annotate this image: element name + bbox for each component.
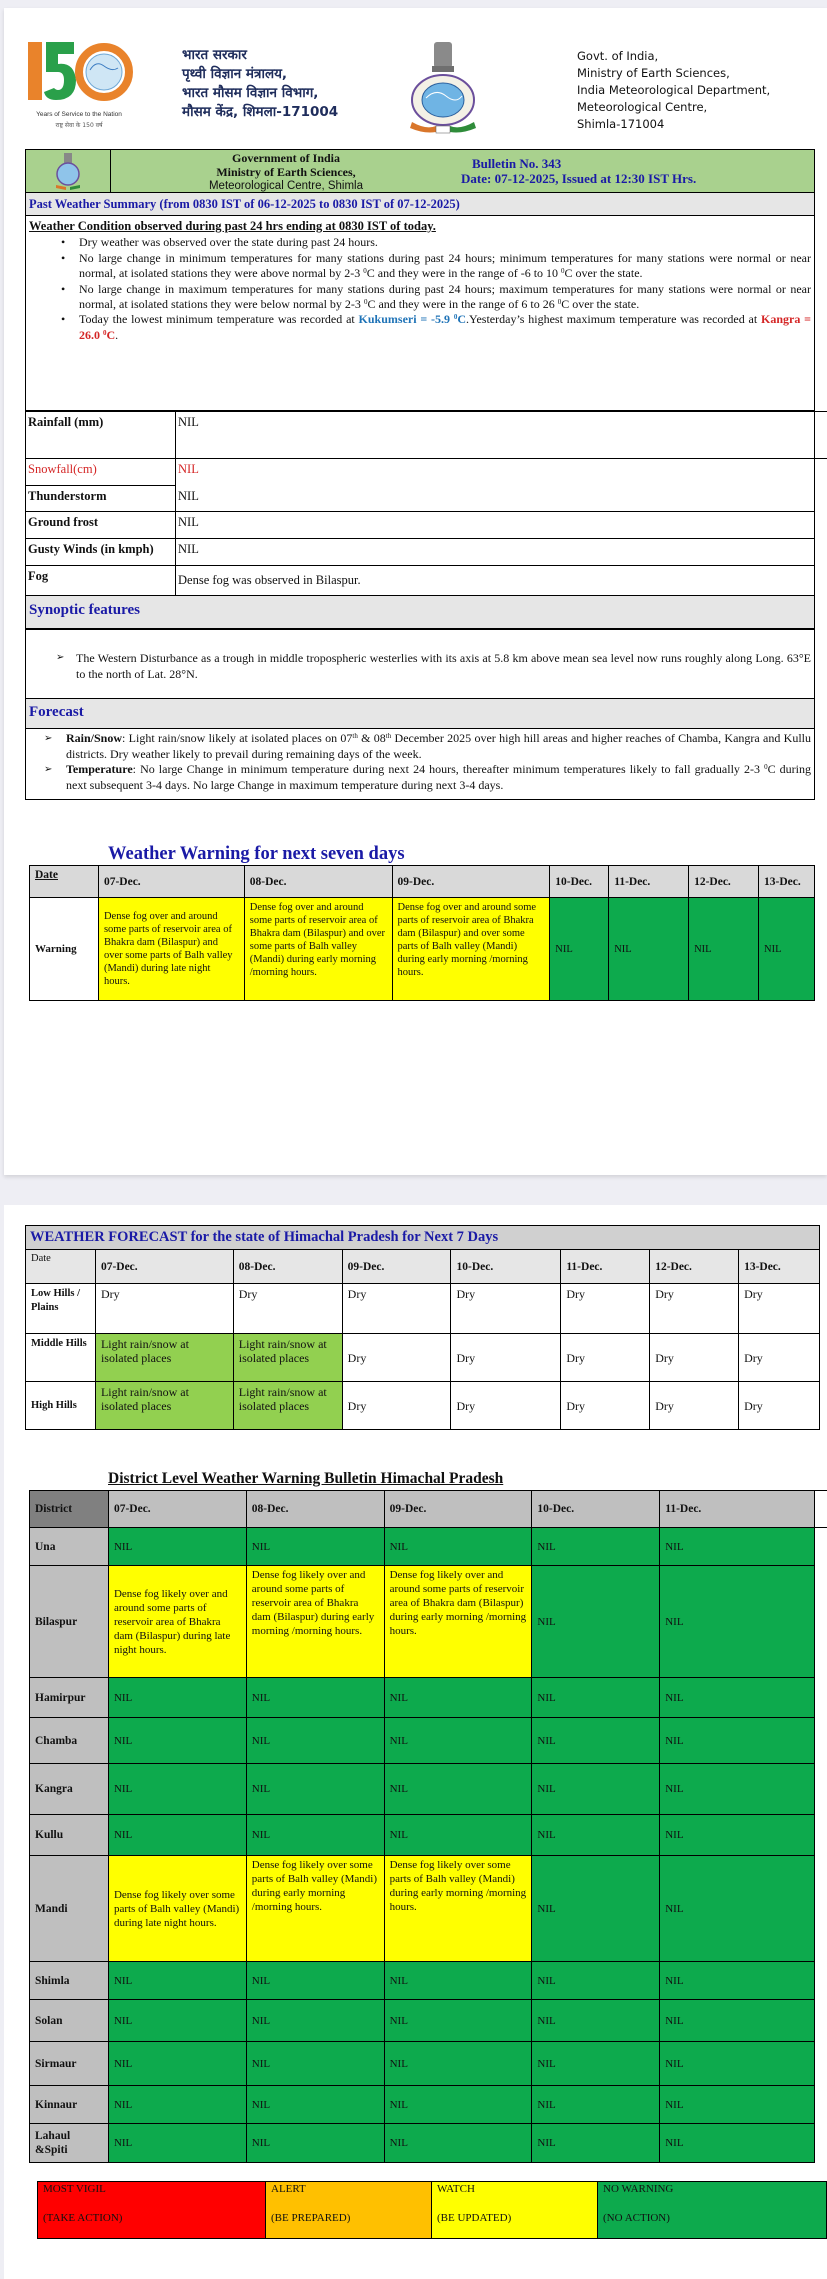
- obs-label: Rainfall (mm): [26, 412, 176, 459]
- condition-text: C and they were in the range of 6 to 26: [367, 297, 558, 312]
- district-warning-cell-none: NIL: [660, 1718, 815, 1764]
- district-warning-cell-none: NIL: [532, 2042, 660, 2086]
- forecast-cell: Dry: [233, 1284, 342, 1334]
- district-warning-cell-none: NIL: [384, 1678, 532, 1718]
- bulletin-number: Bulletin No. 343: [472, 156, 562, 171]
- district-header: District: [30, 1491, 109, 1528]
- date-column-header: 13-Dec.: [759, 866, 815, 898]
- letterhead: [4, 8, 827, 138]
- condition-item: [29, 251, 811, 282]
- date-column-header: 10-Dec.: [451, 1250, 561, 1284]
- district-warning-cell-none: NIL: [384, 2086, 532, 2124]
- degree-mark: 0: [764, 763, 768, 771]
- obs-value: NIL: [176, 459, 815, 486]
- date-header: Date: [26, 1250, 96, 1284]
- legend-label: NO WARNING: [603, 2183, 674, 2195]
- date-column-header: 08-Dec.: [244, 866, 392, 898]
- district-warning-cell-none: NIL: [660, 1528, 815, 1566]
- district-warning-cell-none: NIL: [108, 1815, 246, 1856]
- district-warning-cell-none: NIL: [108, 2000, 246, 2042]
- obs-row-gusty-winds: [26, 539, 815, 566]
- bulletin-page-1: [4, 8, 827, 1175]
- district-row: [30, 2124, 815, 2163]
- lowest-min-station: Kukumseri = -5.9: [358, 312, 454, 327]
- district-row: [30, 1528, 815, 1566]
- district-warning-cell-none: NIL: [532, 1962, 660, 2000]
- english-line-5: Shimla-171004: [577, 117, 665, 131]
- banner-emblem-cell: [26, 150, 111, 192]
- district-row: [30, 2042, 815, 2086]
- district-warning-cell-none: NIL: [660, 1815, 815, 1856]
- district-warning-cell-none: NIL: [384, 2124, 532, 2163]
- condition-text: No large change in maximum temperatures for many stations during past 24 hours; maximum temperatures for many stations were normal or near normal, at isolated stations they were below normal by 2-3: [79, 281, 811, 312]
- banner-gov-line-3: Meteorological Centre, Shimla: [208, 180, 364, 192]
- district-warning-cell-none: NIL: [384, 1528, 532, 1566]
- district-warning-cell-none: NIL: [532, 1764, 660, 1815]
- district-warning-table: [29, 1490, 815, 2163]
- date-column-header: 08-Dec.: [233, 1250, 342, 1284]
- english-address: [577, 48, 770, 133]
- district-row: [30, 2000, 815, 2042]
- date-column-header: 13-Dec.: [739, 1250, 820, 1284]
- forecast-cell-rain: Light rain/snow at isolated places: [95, 1382, 233, 1430]
- forecast-label: Temperature: [66, 762, 133, 776]
- rule-line: [815, 411, 827, 412]
- district-row: [30, 1962, 815, 2000]
- degree-mark: 0: [103, 328, 107, 337]
- condition-text: Today the lowest minimum temperature was recorded at: [79, 312, 359, 327]
- district-warning-cell-watch: Dense fog likely over and around some parts of reservoir area of Bhakra dam (Bilaspur) during early morning /morning hours.: [246, 1566, 384, 1678]
- district-warning-cell-none: NIL: [660, 1566, 815, 1678]
- lowest-min-temp: [359, 312, 466, 326]
- forecast-cell: Dry: [650, 1382, 739, 1430]
- district-name: Solan: [30, 2000, 109, 2042]
- district-warning-cell-watch: Dense fog likely over some parts of Balh valley (Mandi) during late night hours.: [108, 1856, 246, 1962]
- district-row: [30, 1718, 815, 1764]
- district-warning-cell-watch: Dense fog likely over some parts of Balh valley (Mandi) during early morning /morning hours.: [246, 1856, 384, 1962]
- district-row: [30, 1764, 815, 1815]
- legend-alert: [266, 2182, 432, 2238]
- synoptic-section: [25, 629, 815, 699]
- warning-header-row: [30, 866, 815, 898]
- forecast-cell-rain: Light rain/snow at isolated places: [233, 1334, 342, 1382]
- obs-row-thunderstorm: [26, 486, 815, 512]
- warning-cell-watch: Dense fog over and around some parts of reservoir area of Bhakra dam (Bilaspur) and over some parts of Balh valley (Mandi) during late night hours.: [98, 898, 244, 1001]
- forecast-cell: Dry: [342, 1382, 451, 1430]
- region-label: Low Hills / Plains: [26, 1284, 96, 1334]
- forecast-cell: Dry: [342, 1284, 451, 1334]
- district-warning-cell-none: NIL: [532, 1678, 660, 1718]
- forecast-rain-snow: [26, 731, 811, 762]
- district-warning-cell-none: NIL: [384, 1718, 532, 1764]
- date-column-header: 07-Dec.: [98, 866, 244, 898]
- forecast-cell: Dry: [561, 1334, 650, 1382]
- hindi-line-2: पृथ्वी विज्ञान मंत्रालय,: [182, 66, 288, 82]
- synoptic-item: ➢ The Western Disturbance as a trough in middle tropospheric westerlies with its axis at 5.8 km above mean sea level now runs roughly along Long. 63°E to the north of Lat. 28°N.: [26, 650, 811, 682]
- forecast-cell: Dry: [451, 1334, 561, 1382]
- obs-row-ground-frost: [26, 512, 815, 539]
- district-warning-cell-none: NIL: [532, 2000, 660, 2042]
- obs-label: Fog: [26, 566, 176, 596]
- warning-cell-none: NIL: [609, 898, 689, 1001]
- obs-value: NIL: [176, 486, 815, 512]
- obs-value: Dense fog was observed in Bilaspur.: [176, 566, 815, 596]
- district-name: Shimla: [30, 1962, 109, 2000]
- district-warning-cell-none: NIL: [384, 1815, 532, 1856]
- banner-gov-line-1: Government of India: [232, 151, 340, 165]
- forecast-cell: Dry: [650, 1334, 739, 1382]
- banner-government: [111, 150, 461, 192]
- legend-action: (NO ACTION): [603, 2212, 670, 2224]
- legend-action: (TAKE ACTION): [43, 2212, 123, 2224]
- weather-condition-list: [29, 235, 811, 343]
- forecast-cell: Dry: [739, 1334, 820, 1382]
- district-warning-cell-watch: Dense fog likely over and around some parts of reservoir area of Bhakra dam (Bilaspur) during early morning /morning hours.: [384, 1566, 532, 1678]
- forecast-temperature: [26, 762, 811, 793]
- bulletin-date: Date: 07-12-2025, Issued at 12:30 IST Hrs.: [461, 171, 697, 186]
- logo-tagline: Years of Service to the Nation: [36, 111, 122, 118]
- hindi-line-1: भारत सरकार: [182, 47, 247, 63]
- district-warning-cell-none: NIL: [660, 1764, 815, 1815]
- district-warning-cell-none: NIL: [532, 2124, 660, 2163]
- ordinal-suffix: th: [385, 732, 392, 740]
- district-rows: [30, 1528, 815, 2163]
- district-warning-cell-none: NIL: [246, 1764, 384, 1815]
- district-warning-cell-none: NIL: [532, 1856, 660, 1962]
- district-warning-cell-none: NIL: [108, 1962, 246, 2000]
- district-warning-cell-none: NIL: [108, 1528, 246, 1566]
- district-name: Kullu: [30, 1815, 109, 1856]
- legend-action: (BE PREPARED): [271, 2212, 351, 2224]
- district-row: [30, 2086, 815, 2124]
- logo-tagline-hindi: राष्ट्र सेवा के 150 वर्ष: [55, 122, 103, 129]
- ordinal-suffix: th: [352, 732, 358, 740]
- date-column-header: 07-Dec.: [108, 1491, 246, 1528]
- state-forecast-title: WEATHER FORECAST for the state of Himachal Pradesh for Next 7 Days: [25, 1225, 820, 1249]
- district-warning-cell-none: NIL: [384, 2000, 532, 2042]
- date-column-header: 09-Dec.: [392, 866, 550, 898]
- degree-mark: 0: [363, 298, 368, 307]
- obs-label: Snowfall(cm): [26, 459, 176, 486]
- district-warning-cell-none: NIL: [532, 2086, 660, 2124]
- synoptic-heading: Synoptic features: [25, 595, 815, 629]
- condition-text: C and they were in the range of -6 to 10: [366, 266, 562, 281]
- condition-item: [29, 312, 811, 343]
- forecast-cell: Dry: [561, 1284, 650, 1334]
- district-warning-cell-watch: Dense fog likely over some parts of Balh valley (Mandi) during early morning /morning hours.: [384, 1856, 532, 1962]
- condition-text: C over the state.: [564, 266, 643, 281]
- warning-row: [30, 898, 815, 1001]
- district-warning-cell-none: NIL: [660, 2000, 815, 2042]
- highest-max-station: Kangra = 26.0: [79, 312, 812, 342]
- date-column-header: 11-Dec.: [660, 1491, 815, 1528]
- district-name: Sirmaur: [30, 2042, 109, 2086]
- warning-7day-table: [29, 865, 815, 1001]
- forecast-list: [26, 731, 811, 793]
- district-warning-cell-none: NIL: [246, 1962, 384, 2000]
- warning-7day-title: Weather Warning for next seven days: [108, 844, 405, 864]
- forecast-label: Rain/Snow: [66, 731, 123, 745]
- obs-row-snowfall: [26, 459, 815, 486]
- obs-value: NIL: [176, 512, 815, 539]
- condition-item: [29, 282, 811, 313]
- district-warning-cell-none: NIL: [108, 1764, 246, 1815]
- district-warning-cell-none: NIL: [246, 2124, 384, 2163]
- page-2-content: [4, 1205, 827, 2239]
- weather-condition-title: Weather Condition observed during past 24 hrs ending at 0830 IST of today.: [29, 219, 436, 233]
- legend-most-vigil: [38, 2182, 266, 2238]
- district-warning-cell-none: NIL: [246, 2086, 384, 2124]
- district-row: [30, 1678, 815, 1718]
- forecast-header-row: [26, 1250, 820, 1284]
- forecast-heading: Forecast: [25, 698, 815, 729]
- warning-cell-none: NIL: [689, 898, 759, 1001]
- district-warning-cell-none: NIL: [660, 2086, 815, 2124]
- district-name: Una: [30, 1528, 109, 1566]
- hindi-line-4: मौसम केंद्र, शिमला-171004: [182, 104, 339, 120]
- legend-label: ALERT: [271, 2183, 306, 2195]
- condition-text: .Yesterday’s highest maximum temperature was recorded at: [466, 312, 762, 327]
- date-header: Date: [30, 866, 99, 898]
- warning-cell-none: NIL: [550, 898, 609, 1001]
- district-header-row: [30, 1491, 815, 1528]
- bulletin-page-2: [4, 1205, 827, 2279]
- hindi-line-3: भारत मौसम विज्ञान विभाग,: [182, 85, 319, 101]
- district-warning-cell-none: NIL: [660, 2124, 815, 2163]
- district-name: Chamba: [30, 1718, 109, 1764]
- forecast-cell: Dry: [451, 1382, 561, 1430]
- obs-label: Thunderstorm: [26, 486, 176, 512]
- english-line-1: Govt. of India,: [577, 49, 659, 63]
- banner-gov-line-2: Ministry of Earth Sciences,: [216, 165, 356, 179]
- warning-color-legend: [37, 2181, 827, 2239]
- unit: C: [457, 312, 466, 327]
- district-name: Hamirpur: [30, 1678, 109, 1718]
- warning-cell-watch: Dense fog over and around some parts of reservoir area of Bhakra dam (Bilaspur) and over some parts of Balh valley (Mandi) during early morning /morning hours.: [244, 898, 392, 1001]
- district-row: [30, 1566, 815, 1678]
- district-warning-cell-none: NIL: [246, 1678, 384, 1718]
- degree-mark: 0: [561, 267, 565, 276]
- district-warning-cell-none: NIL: [660, 1856, 815, 1962]
- legend-label: WATCH: [437, 2183, 475, 2195]
- obs-row-fog: [26, 566, 815, 596]
- condition-text: C over the state.: [561, 297, 640, 312]
- forecast-text: : No large Change in minimum temperature during next 24 hours, thereafter minimum temperatures likely to fall gradually 2-3: [132, 762, 765, 776]
- imd-150-years-logo-icon: [24, 32, 134, 132]
- obs-label: Gusty Winds (in kmph): [26, 539, 176, 566]
- forecast-cell: Dry: [342, 1334, 451, 1382]
- district-warning-cell-none: NIL: [108, 1678, 246, 1718]
- district-name: Mandi: [30, 1856, 109, 1962]
- observations-table: [25, 411, 815, 596]
- date-column-header: 08-Dec.: [246, 1491, 384, 1528]
- date-column-header: 11-Dec.: [609, 866, 689, 898]
- district-warning-cell-none: NIL: [108, 2124, 246, 2163]
- hindi-address: [182, 46, 338, 122]
- degree-mark: 0: [453, 313, 458, 322]
- district-row: [30, 1856, 815, 1962]
- district-warning-cell-none: NIL: [532, 1718, 660, 1764]
- english-line-2: Ministry of Earth Sciences,: [577, 66, 730, 80]
- past-weather-heading: Past Weather Summary (from 0830 IST of 06-12-2025 to 0830 IST of 07-12-2025): [25, 192, 815, 216]
- district-name: Kinnaur: [30, 2086, 109, 2124]
- forecast-cell-rain: Light rain/snow at isolated places: [95, 1334, 233, 1382]
- synoptic-list: [26, 650, 811, 682]
- date-column-header: 10-Dec.: [532, 1491, 660, 1528]
- rule-line: [815, 1490, 827, 1528]
- district-warning-cell-none: NIL: [108, 2086, 246, 2124]
- warning-cell-watch: Dense fog over and around some parts of reservoir area of Bhakra dam (Bilaspur) and over some parts of Balh valley (Mandi) during early morning /morning hours.: [392, 898, 550, 1001]
- region-label: High Hills: [26, 1382, 96, 1430]
- forecast-cell: Dry: [739, 1382, 820, 1430]
- forecast-section: [25, 728, 815, 800]
- obs-row-rainfall: [26, 412, 815, 459]
- district-warning-cell-none: NIL: [532, 1815, 660, 1856]
- obs-value: NIL: [176, 539, 815, 566]
- district-table-holder: [29, 1490, 815, 2163]
- state-forecast-table: [25, 1225, 820, 1430]
- date-column-header: 10-Dec.: [550, 866, 609, 898]
- forecast-cell: Dry: [739, 1284, 820, 1334]
- district-warning-cell-none: NIL: [660, 1962, 815, 2000]
- condition-text: Dry weather was observed over the state during past 24 hours.: [79, 235, 378, 250]
- district-warning-cell-none: NIL: [246, 1528, 384, 1566]
- forecast-text: C during next subsequent 3-4 days. No large Change in maximum temperature during next 3-4 days.: [66, 762, 811, 792]
- forecast-cell: Dry: [95, 1284, 233, 1334]
- district-warning-cell-none: NIL: [108, 2042, 246, 2086]
- forecast-row-middle-hills: [26, 1334, 820, 1382]
- bulletin-banner: [25, 149, 815, 193]
- condition-text: .: [115, 327, 119, 342]
- warning-row-label: Warning: [30, 898, 99, 1001]
- district-warning-cell-none: NIL: [384, 1764, 532, 1815]
- condition-text: No large change in minimum temperatures for many stations during past 24 hours; minimum temperatures for many stations were normal or near normal, at isolated stations they were above normal by 2-3: [79, 250, 811, 281]
- forecast-text: December 2025 over high hill areas and higher reaches of Chamba, Kangra and Kullu districts. Dry weather likely to prevail during remaining days of the week.: [66, 731, 811, 761]
- legend-label: MOST VIGIL: [43, 2183, 106, 2195]
- forecast-text: & 08: [357, 731, 386, 745]
- forecast-row-low-hills: [26, 1284, 820, 1334]
- district-warning-cell-none: NIL: [246, 1718, 384, 1764]
- date-column-header: 09-Dec.: [384, 1491, 532, 1528]
- district-warning-cell-none: NIL: [532, 1528, 660, 1566]
- date-column-header: 11-Dec.: [561, 1250, 650, 1284]
- legend-action: (BE UPDATED): [437, 2212, 512, 2224]
- obs-value: NIL: [176, 412, 815, 459]
- district-warning-cell-none: NIL: [660, 2042, 815, 2086]
- district-warning-cell-none: NIL: [532, 1566, 660, 1678]
- region-label: Middle Hills: [26, 1334, 96, 1382]
- degree-mark: 0: [557, 298, 562, 307]
- district-warning-cell-none: NIL: [246, 1815, 384, 1856]
- condition-item: [29, 235, 811, 250]
- imd-emblem-icon: [406, 38, 481, 138]
- weather-condition-section: [25, 215, 815, 411]
- banner-bulletin-info: [461, 150, 814, 192]
- english-line-3: India Meteorological Department,: [577, 83, 771, 97]
- date-column-header: 12-Dec.: [689, 866, 759, 898]
- district-warning-title: District Level Weather Warning Bulletin Himachal Pradesh: [108, 1470, 504, 1487]
- forecast-cell: Dry: [561, 1382, 650, 1430]
- rule-line: [815, 458, 827, 459]
- forecast-cell-rain: Light rain/snow at isolated places: [233, 1382, 342, 1430]
- district-name: Bilaspur: [30, 1566, 109, 1678]
- district-warning-cell-none: NIL: [660, 1678, 815, 1718]
- date-column-header: 09-Dec.: [342, 1250, 451, 1284]
- warning-cell-none: NIL: [759, 898, 815, 1001]
- district-warning-cell-none: NIL: [384, 2042, 532, 2086]
- degree-mark: 0: [363, 267, 367, 276]
- forecast-cell: Dry: [451, 1284, 561, 1334]
- english-line-4: Meteorological Centre,: [577, 100, 708, 114]
- district-name: Kangra: [30, 1764, 109, 1815]
- district-warning-cell-none: NIL: [108, 1718, 246, 1764]
- forecast-row-high-hills: [26, 1382, 820, 1430]
- date-column-header: 12-Dec.: [650, 1250, 739, 1284]
- district-row: [30, 1815, 815, 1856]
- legend-watch: [432, 2182, 598, 2238]
- unit: C: [106, 327, 116, 342]
- obs-label: Ground frost: [26, 512, 176, 539]
- imd-small-emblem-icon: [53, 152, 83, 190]
- legend-no-warning: [598, 2182, 826, 2238]
- district-warning-cell-none: NIL: [246, 2000, 384, 2042]
- forecast-cell: Dry: [650, 1284, 739, 1334]
- forecast-text: : Light rain/snow likely at isolated places on 07: [122, 731, 353, 745]
- district-name: Lahaul &Spiti: [30, 2124, 109, 2163]
- district-warning-cell-none: NIL: [384, 1962, 532, 2000]
- district-warning-cell-none: NIL: [246, 2042, 384, 2086]
- district-warning-cell-watch: Dense fog likely over and around some parts of reservoir area of Bhakra dam (Bilaspur) during late night hours.: [108, 1566, 246, 1678]
- date-column-header: 07-Dec.: [95, 1250, 233, 1284]
